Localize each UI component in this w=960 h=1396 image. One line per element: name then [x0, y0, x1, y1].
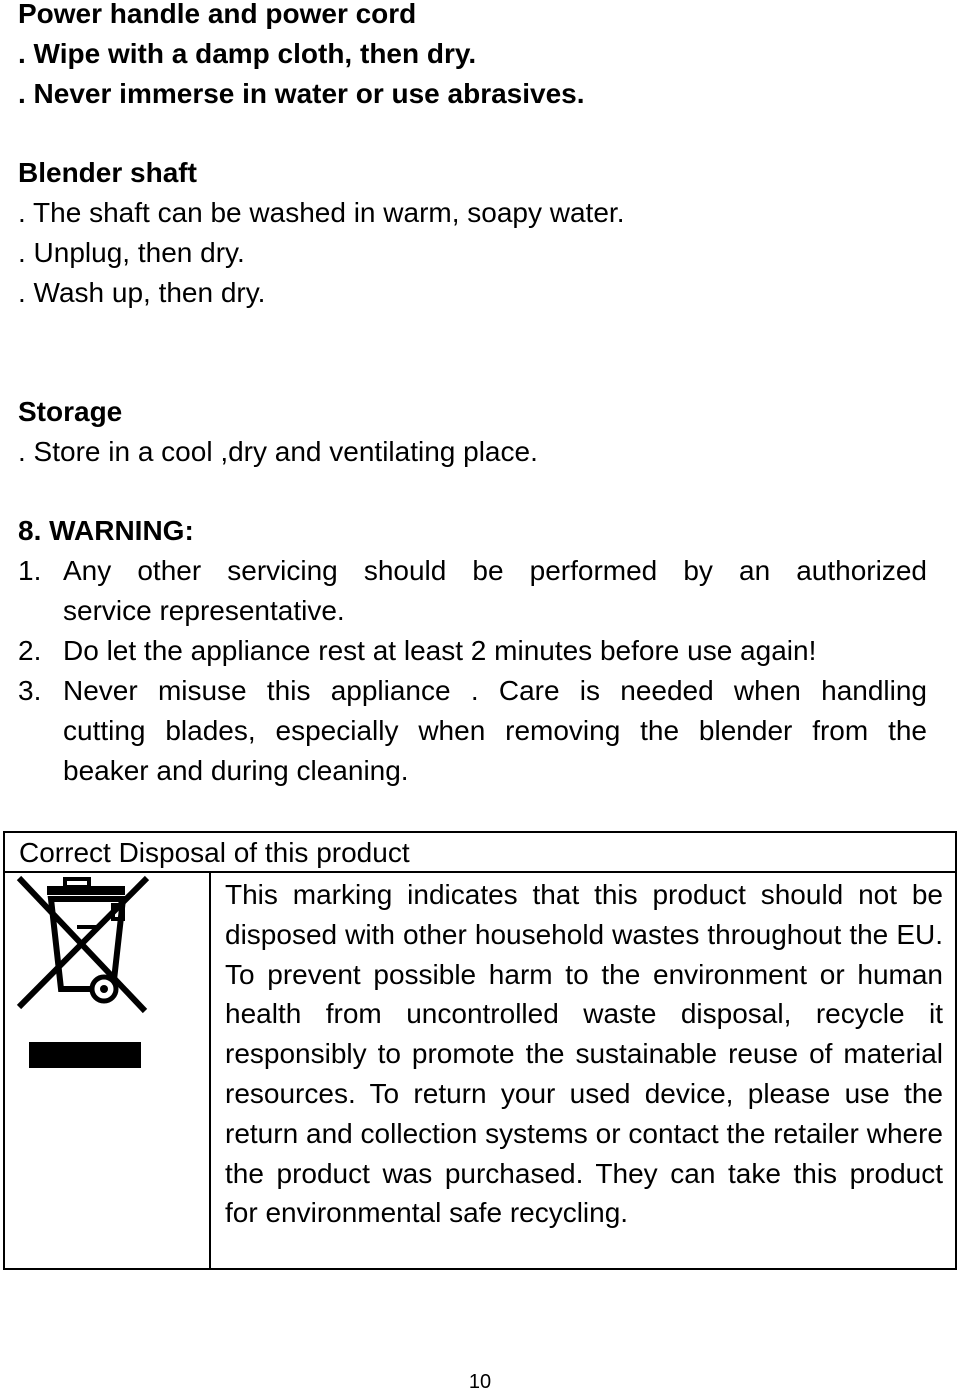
- warning-text: beaker and during cleaning.: [63, 755, 409, 786]
- list-item: . Never immerse in water or use abrasives.: [18, 78, 585, 109]
- page-number: 10: [468, 1371, 492, 1393]
- section-heading-power: Power handle and power cord: [18, 0, 417, 29]
- warning-text: cutting blades, especially when removing the blender from the: [63, 715, 927, 746]
- list-item: . Store in a cool ,dry and ventilating place.: [18, 436, 538, 467]
- warning-number: 2.: [18, 635, 42, 666]
- disposal-description: [225, 875, 943, 1233]
- list-item: . Unplug, then dry.: [18, 237, 245, 268]
- warning-number: 1.: [18, 555, 42, 586]
- warning-number: 3.: [18, 675, 42, 706]
- crossed-out-wheelie-bin-icon: [5, 873, 211, 1268]
- section-heading-blender: Blender shaft: [18, 157, 197, 188]
- disposal-title: Correct Disposal of this product: [5, 833, 955, 873]
- list-item: . The shaft can be washed in warm, soapy water.: [18, 197, 625, 228]
- warning-text: Never misuse this appliance . Care is needed when handling: [63, 675, 927, 706]
- disposal-paragraph: This marking indicates that this product should not be disposed with other household wastes throughout the EU. To prevent possible harm to the environment or human health from uncontrolled waste disposal, recycle it responsibly to promote the sustainable reuse of material resources. To return your used device, please use the return and collection systems or contact the retailer where the product was purchased. They can take this product for environmental safe recycling.: [225, 879, 943, 1229]
- section-heading-storage: Storage: [18, 396, 123, 427]
- disposal-icon-cell: [5, 873, 211, 1268]
- warning-text: Do let the appliance rest at least 2 minutes before use again!: [63, 635, 817, 666]
- disposal-table: [3, 831, 957, 1270]
- warning-text: service representative.: [63, 595, 345, 626]
- section-heading-warning: 8. WARNING:: [18, 515, 194, 546]
- warning-text: Any other servicing should be performed by an authorized: [63, 555, 927, 586]
- list-item: . Wash up, then dry.: [18, 277, 266, 308]
- list-item: . Wipe with a damp cloth, then dry.: [18, 38, 477, 69]
